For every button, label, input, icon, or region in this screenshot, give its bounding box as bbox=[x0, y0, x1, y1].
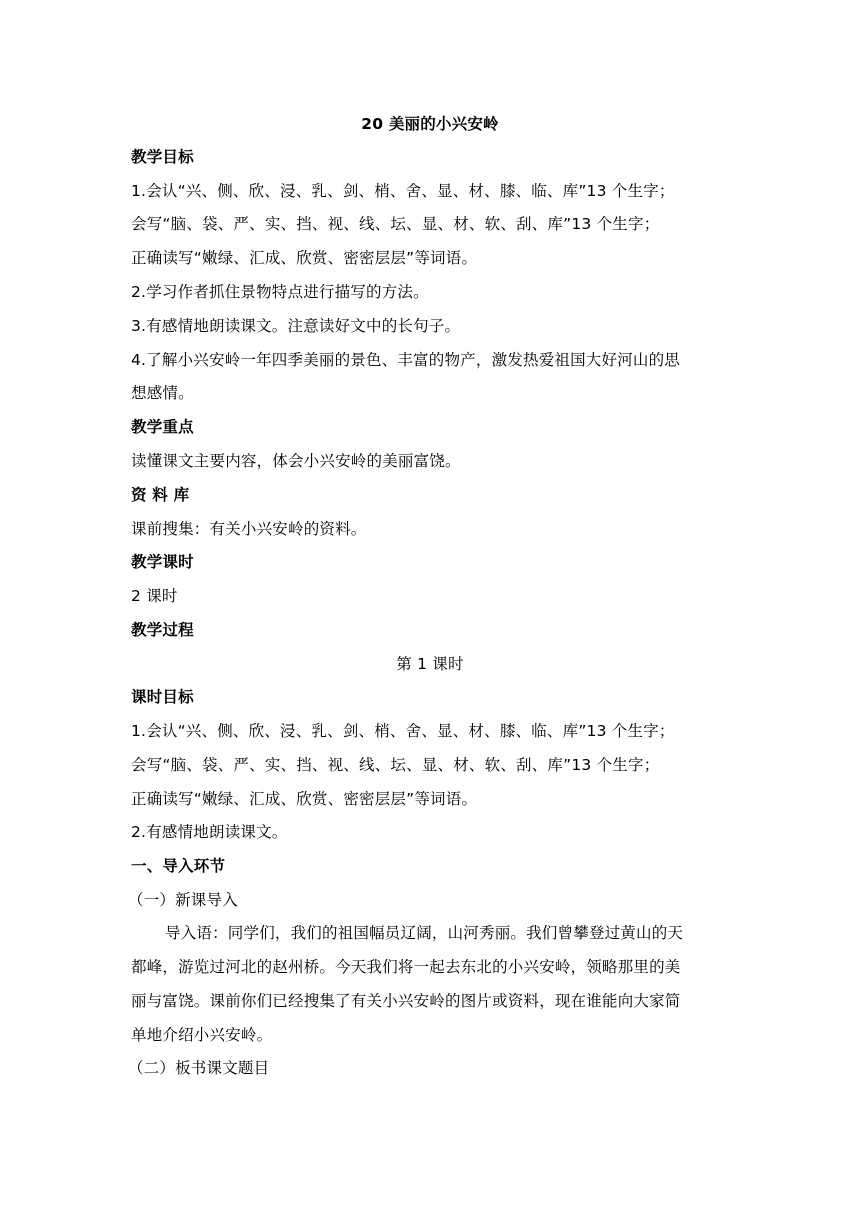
heading-lesson-goals: 课时目标 bbox=[131, 688, 194, 706]
lesson-goal-line: 正确读写“嫩绿、汇成、欣赏、密密层层”等词语。 bbox=[131, 790, 478, 808]
heading-key-points: 教学重点 bbox=[131, 418, 194, 436]
heading-process: 教学过程 bbox=[131, 621, 194, 639]
intro-paragraph-line: 导入语：同学们，我们的祖国幅员辽阔，山河秀丽。我们曾攀登过黄山的天 bbox=[165, 924, 684, 942]
objective-line: 会写“脑、袋、严、实、挡、视、线、坛、显、材、软、刮、库”13 个生字； bbox=[131, 215, 660, 233]
objective-line: 1.会认“兴、侧、欣、浸、乳、剑、梢、舍、显、材、膝、临、库”13 个生字； bbox=[131, 182, 675, 200]
resources-text: 课前搜集：有关小兴安岭的资料。 bbox=[131, 520, 367, 538]
heading-part1: 一、导入环节 bbox=[131, 857, 226, 875]
lesson-title: 第 1 课时 bbox=[396, 655, 464, 673]
lesson-goal-line: 会写“脑、袋、严、实、挡、视、线、坛、显、材、软、刮、库”13 个生字； bbox=[131, 756, 660, 774]
intro-paragraph-line: 丽与富饶。课前你们已经搜集了有关小兴安岭的图片或资料，现在谁能向大家简 bbox=[131, 992, 681, 1010]
objective-line: 想感情。 bbox=[131, 384, 194, 402]
lesson-goal-line: 2.有感情地朗读课文。 bbox=[131, 823, 288, 841]
objective-line: 正确读写“嫩绿、汇成、欣赏、密密层层”等词语。 bbox=[131, 249, 478, 267]
document-title: 20 美丽的小兴安岭 bbox=[361, 115, 499, 133]
intro-paragraph-line: 都峰，游览过河北的赵州桥。今天我们将一起去东北的小兴安岭，领略那里的美 bbox=[131, 958, 681, 976]
lesson-goal-line: 1.会认“兴、侧、欣、浸、乳、剑、梢、舍、显、材、膝、临、库”13 个生字； bbox=[131, 722, 675, 740]
heading-hours: 教学课时 bbox=[131, 553, 194, 571]
key-points-text: 读懂课文主要内容，体会小兴安岭的美丽富饶。 bbox=[131, 452, 461, 470]
heading-objectives: 教学目标 bbox=[131, 148, 194, 166]
objective-line: 3.有感情地朗读课文。注意读好文中的长句子。 bbox=[131, 317, 461, 335]
objective-line: 4.了解小兴安岭一年四季美丽的景色、丰富的物产，激发热爱祖国大好河山的思 bbox=[131, 351, 680, 369]
intro-paragraph-line: 单地介绍小兴安岭。 bbox=[131, 1026, 273, 1044]
heading-resources: 资 料 库 bbox=[131, 486, 190, 504]
subheading-new-lesson-intro: （一）新课导入 bbox=[128, 891, 238, 909]
objective-line: 2.学习作者抓住景物特点进行描写的方法。 bbox=[131, 283, 429, 301]
hours-text: 2 课时 bbox=[131, 587, 178, 605]
subheading-board-title: （二）板书课文题目 bbox=[128, 1059, 270, 1077]
